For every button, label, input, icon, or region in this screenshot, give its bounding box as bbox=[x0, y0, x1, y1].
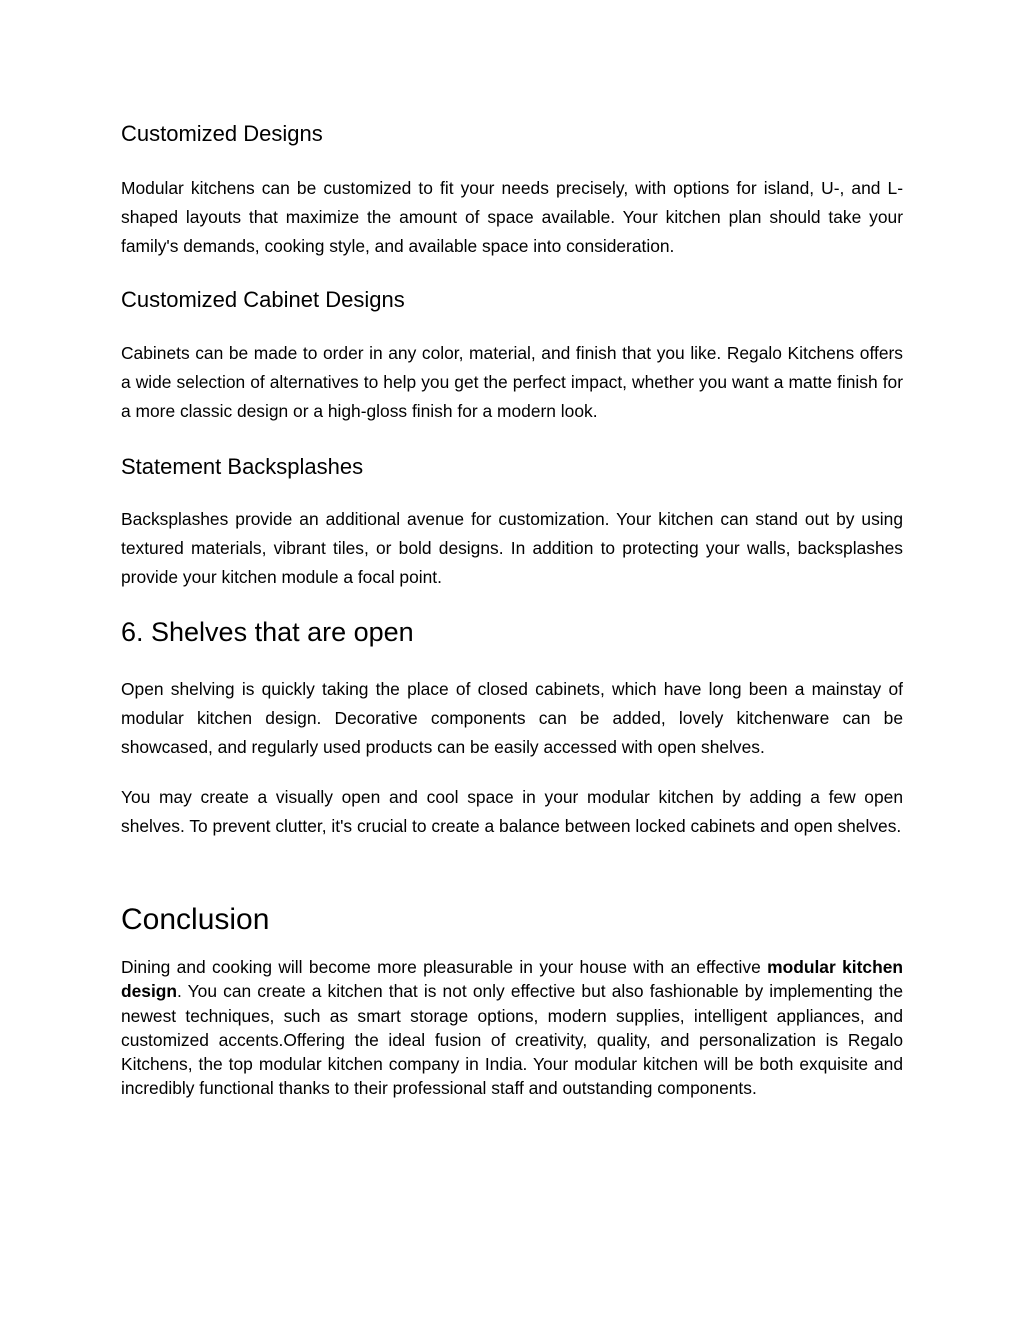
conclusion-text-start: Dining and cooking will become more pleasurable in your house with an effective bbox=[121, 957, 768, 977]
open-shelves-heading: 6. Shelves that are open bbox=[121, 617, 414, 647]
cabinet-designs-section bbox=[121, 286, 903, 314]
conclusion-bold-phrase: modular kitchen design bbox=[121, 957, 903, 1002]
backsplashes-paragraph: Backsplashes provide an additional avenue for customization. Your kitchen can stand out by using textured materials, vibrant tiles, or bold designs. In addition to protecting your walls, backsplashes provide your kitchen module a focal point. bbox=[121, 509, 903, 587]
conclusion-text-block bbox=[121, 955, 903, 1101]
cabinet-designs-heading: Customized Cabinet Designs bbox=[121, 287, 405, 312]
customized-designs-heading: Customized Designs bbox=[121, 121, 323, 146]
open-shelves-section bbox=[121, 615, 903, 649]
customized-designs-paragraph: Modular kitchens can be customized to fit your needs precisely, with options for island, U-, and L-shaped layouts that maximize the amount of space available. Your kitchen plan should take your family's demands, cooking style, and available space into consideration. bbox=[121, 178, 903, 256]
open-shelves-text-block-2 bbox=[121, 783, 903, 841]
backsplashes-section bbox=[121, 453, 903, 481]
conclusion-heading: Conclusion bbox=[121, 903, 270, 936]
cabinet-designs-paragraph: Cabinets can be made to order in any color, material, and finish that you like. Regalo Kitchens offers a wide selection of alternatives to help you get the perfect impact, whether you want a matte finish for a more classic design or a high-gloss finish for a modern look. bbox=[121, 343, 903, 421]
conclusion-paragraph bbox=[121, 955, 903, 1101]
open-shelves-paragraph-2: You may create a visually open and cool space in your modular kitchen by adding a few open shelves. To prevent clutter, it's crucial to create a balance between locked cabinets and open shelves. bbox=[121, 787, 903, 836]
customized-designs-section bbox=[121, 120, 903, 148]
backsplashes-text-block bbox=[121, 505, 903, 592]
customized-designs-text-block bbox=[121, 174, 903, 261]
open-shelves-text-block-1 bbox=[121, 675, 903, 762]
backsplashes-heading: Statement Backsplashes bbox=[121, 454, 364, 479]
conclusion-text-end: . You can create a kitchen that is not only effective but also fashionable by implementing the newest techniques, such as smart storage options, modern supplies, intelligent appliances, and customized accents.Offering the ideal fusion of creativity, quality, and personalization is Regalo Kitchens, the top modular kitchen company in India. Your modular kitchen will be both exquisite and incredibly functional thanks to their professional staff and outstanding components. bbox=[121, 981, 903, 1099]
open-shelves-paragraph-1: Open shelving is quickly taking the place of closed cabinets, which have long been a mainstay of modular kitchen design. Decorative components can be added, lovely kitchenware can be showcased, and regularly used products can be easily accessed with open shelves. bbox=[121, 679, 903, 757]
cabinet-designs-text-block bbox=[121, 339, 903, 426]
conclusion-section bbox=[121, 901, 903, 939]
